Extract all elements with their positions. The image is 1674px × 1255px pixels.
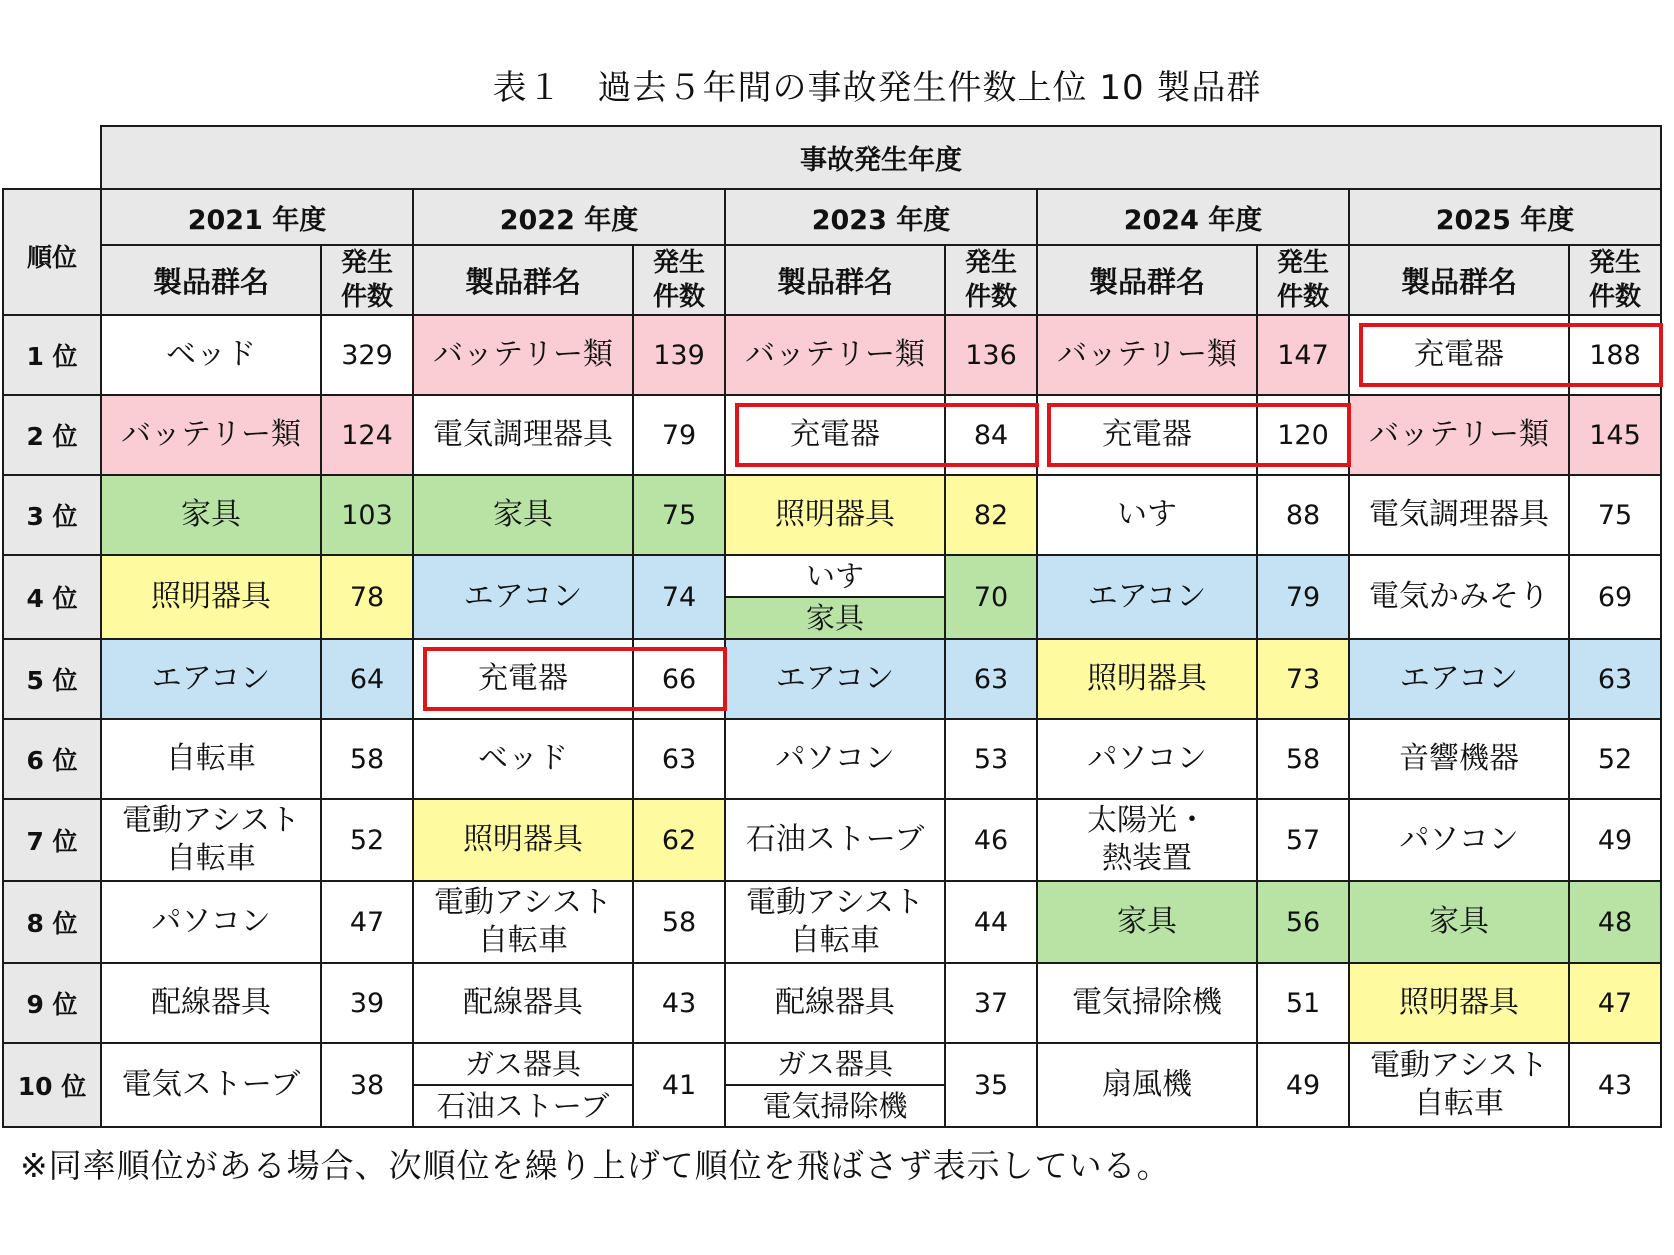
accident-count-cell: 39 <box>321 963 413 1043</box>
product-name-cell: 扇風機 <box>1037 1043 1257 1127</box>
product-name: ガス器具 <box>414 1044 632 1086</box>
product-name-cell: 照明器具 <box>1349 963 1569 1043</box>
table-row <box>3 639 1661 719</box>
count-header-line1: 発生 <box>1588 248 1641 278</box>
product-name-cell: 照明器具 <box>725 475 945 555</box>
year-header-1: 2021 年度 <box>101 189 413 245</box>
count-header-line1: 発生 <box>1276 248 1329 278</box>
product-column-header: 製品群名 <box>413 245 633 315</box>
accident-count-cell: 37 <box>945 963 1037 1043</box>
product-name-cell: 家具 <box>1037 881 1257 963</box>
product-column-header: 製品群名 <box>1349 245 1569 315</box>
accident-count-cell: 43 <box>1569 1043 1661 1127</box>
rank-cell: 8 位 <box>3 881 101 963</box>
accident-count-cell: 79 <box>633 395 725 475</box>
table-row <box>3 963 1661 1043</box>
rank-column-header: 順位 <box>3 189 101 315</box>
product-name-cell: バッテリー類 <box>1037 315 1257 395</box>
accident-count-cell: 103 <box>321 475 413 555</box>
accident-ranking-table <box>2 125 1662 1128</box>
count-column-header <box>633 245 725 315</box>
product-name-cell: パソコン <box>1349 799 1569 881</box>
accident-count-cell: 47 <box>1569 963 1661 1043</box>
accident-count-cell: 147 <box>1257 315 1349 395</box>
accident-count-cell: 52 <box>1569 719 1661 799</box>
table-corner <box>3 126 101 189</box>
count-column-header <box>321 245 413 315</box>
product-name-cell: 家具 <box>1349 881 1569 963</box>
accident-count-cell: 35 <box>945 1043 1037 1127</box>
accident-count-cell: 79 <box>1257 555 1349 639</box>
product-name: いす <box>726 556 944 598</box>
accident-count-cell: 74 <box>633 555 725 639</box>
count-header-line1: 発生 <box>340 248 393 278</box>
product-name-cell: 自転車 <box>101 719 321 799</box>
accident-count-cell: 120 <box>1257 395 1349 475</box>
product-name-cell-split <box>413 1043 633 1127</box>
table-row <box>3 395 1661 475</box>
accident-count-cell: 75 <box>1569 475 1661 555</box>
count-column-header <box>1569 245 1661 315</box>
product-name-cell: 充電器 <box>413 639 633 719</box>
rank-cell: 7 位 <box>3 799 101 881</box>
rank-cell: 10 位 <box>3 1043 101 1127</box>
accident-count-cell: 70 <box>945 555 1037 639</box>
accident-count-cell: 44 <box>945 881 1037 963</box>
accident-count-cell: 46 <box>945 799 1037 881</box>
product-name: 石油ストーブ <box>414 1086 632 1126</box>
rank-cell: 1 位 <box>3 315 101 395</box>
year-header-4: 2024 年度 <box>1037 189 1349 245</box>
product-name-cell: エアコン <box>725 639 945 719</box>
product-name-cell: 充電器 <box>725 395 945 475</box>
product-name-cell: バッテリー類 <box>1349 395 1569 475</box>
product-name-cell: パソコン <box>725 719 945 799</box>
accident-count-cell: 63 <box>945 639 1037 719</box>
table-row <box>3 799 1661 881</box>
accident-count-cell: 84 <box>945 395 1037 475</box>
year-header-5: 2025 年度 <box>1349 189 1661 245</box>
rank-cell: 3 位 <box>3 475 101 555</box>
product-name-cell: バッテリー類 <box>725 315 945 395</box>
product-name-cell: エアコン <box>413 555 633 639</box>
accident-count-cell: 88 <box>1257 475 1349 555</box>
product-name-cell: 電気調理器具 <box>1349 475 1569 555</box>
accident-count-cell: 49 <box>1257 1043 1349 1127</box>
table-row <box>3 475 1661 555</box>
accident-count-cell: 73 <box>1257 639 1349 719</box>
product-name-cell-split <box>725 1043 945 1127</box>
year-header-2: 2022 年度 <box>413 189 725 245</box>
accident-count-cell: 75 <box>633 475 725 555</box>
product-column-header: 製品群名 <box>1037 245 1257 315</box>
product-name-cell: 照明器具 <box>1037 639 1257 719</box>
product-name-cell: 照明器具 <box>101 555 321 639</box>
accident-count-cell: 38 <box>321 1043 413 1127</box>
product-name-cell: 充電器 <box>1349 315 1569 395</box>
rank-cell: 2 位 <box>3 395 101 475</box>
product-name-cell: エアコン <box>1349 639 1569 719</box>
count-header-line2: 件数 <box>1276 282 1329 312</box>
accident-count-cell: 58 <box>633 881 725 963</box>
product-name-cell: 石油ストーブ <box>725 799 945 881</box>
rank-cell: 6 位 <box>3 719 101 799</box>
product-name-cell: パソコン <box>101 881 321 963</box>
product-name-cell: 家具 <box>413 475 633 555</box>
product-name-cell: ベッド <box>101 315 321 395</box>
accident-count-cell: 47 <box>321 881 413 963</box>
product-name-cell: ベッド <box>413 719 633 799</box>
product-name-cell: バッテリー類 <box>413 315 633 395</box>
accident-count-cell: 78 <box>321 555 413 639</box>
accident-count-cell: 56 <box>1257 881 1349 963</box>
table-row <box>3 719 1661 799</box>
count-header-line2: 件数 <box>340 282 393 312</box>
product-name-cell: 電動アシスト 自転車 <box>101 799 321 881</box>
rank-cell: 4 位 <box>3 555 101 639</box>
accident-count-cell: 57 <box>1257 799 1349 881</box>
count-header-line1: 発生 <box>652 248 705 278</box>
accident-count-cell: 82 <box>945 475 1037 555</box>
accident-count-cell: 58 <box>321 719 413 799</box>
accident-count-cell: 53 <box>945 719 1037 799</box>
product-column-header: 製品群名 <box>101 245 321 315</box>
product-name-cell: 配線器具 <box>725 963 945 1043</box>
product-name: ガス器具 <box>726 1044 944 1086</box>
table-row <box>3 881 1661 963</box>
product-name-cell: 配線器具 <box>101 963 321 1043</box>
product-name: 電気掃除機 <box>726 1086 944 1126</box>
accident-count-cell: 48 <box>1569 881 1661 963</box>
accident-count-cell: 41 <box>633 1043 725 1127</box>
accident-count-cell: 188 <box>1569 315 1661 395</box>
product-name-cell: 電動アシスト 自転車 <box>413 881 633 963</box>
accident-count-cell: 49 <box>1569 799 1661 881</box>
accident-count-cell: 136 <box>945 315 1037 395</box>
product-name-cell: 配線器具 <box>413 963 633 1043</box>
count-column-header <box>1257 245 1349 315</box>
product-name-cell: エアコン <box>1037 555 1257 639</box>
product-name-cell: パソコン <box>1037 719 1257 799</box>
product-name-cell: 太陽光・ 熱装置 <box>1037 799 1257 881</box>
product-name-cell: 電動アシスト 自転車 <box>725 881 945 963</box>
product-name-cell: 充電器 <box>1037 395 1257 475</box>
accident-count-cell: 69 <box>1569 555 1661 639</box>
count-header-line1: 発生 <box>964 248 1017 278</box>
accident-count-cell: 66 <box>633 639 725 719</box>
accident-count-cell: 329 <box>321 315 413 395</box>
product-name-cell: バッテリー類 <box>101 395 321 475</box>
product-name-cell: 電気掃除機 <box>1037 963 1257 1043</box>
accident-count-cell: 62 <box>633 799 725 881</box>
fiscal-year-group-header: 事故発生年度 <box>101 126 1661 189</box>
product-name-cell: 電気ストーブ <box>101 1043 321 1127</box>
count-column-header <box>945 245 1037 315</box>
accident-count-cell: 64 <box>321 639 413 719</box>
count-header-line2: 件数 <box>652 282 705 312</box>
table-row <box>3 555 1661 639</box>
accident-count-cell: 58 <box>1257 719 1349 799</box>
accident-count-cell: 139 <box>633 315 725 395</box>
footnote: ※同率順位がある場合、次順位を繰り上げて順位を飛ばさず表示している。 <box>20 1146 1171 1185</box>
product-name-cell: 電動アシスト 自転車 <box>1349 1043 1569 1127</box>
accident-count-cell: 52 <box>321 799 413 881</box>
product-name-cell: 家具 <box>101 475 321 555</box>
table-row <box>3 1043 1661 1127</box>
rank-cell: 9 位 <box>3 963 101 1043</box>
product-name-cell: 電気かみそり <box>1349 555 1569 639</box>
product-name: 家具 <box>726 598 944 638</box>
accident-count-cell: 145 <box>1569 395 1661 475</box>
rank-cell: 5 位 <box>3 639 101 719</box>
product-name-cell: いす <box>1037 475 1257 555</box>
product-name-cell-split <box>725 555 945 639</box>
accident-count-cell: 43 <box>633 963 725 1043</box>
accident-count-cell: 63 <box>633 719 725 799</box>
product-name-cell: 音響機器 <box>1349 719 1569 799</box>
table-title: 表１ 過去５年間の事故発生件数上位 10 製品群 <box>492 68 1262 108</box>
product-name-cell: 電気調理器具 <box>413 395 633 475</box>
count-header-line2: 件数 <box>1588 282 1641 312</box>
count-header-line2: 件数 <box>964 282 1017 312</box>
accident-count-cell: 124 <box>321 395 413 475</box>
product-column-header: 製品群名 <box>725 245 945 315</box>
year-header-3: 2023 年度 <box>725 189 1037 245</box>
product-name-cell: 照明器具 <box>413 799 633 881</box>
accident-count-cell: 51 <box>1257 963 1349 1043</box>
product-name-cell: エアコン <box>101 639 321 719</box>
table-row <box>3 315 1661 395</box>
accident-count-cell: 63 <box>1569 639 1661 719</box>
